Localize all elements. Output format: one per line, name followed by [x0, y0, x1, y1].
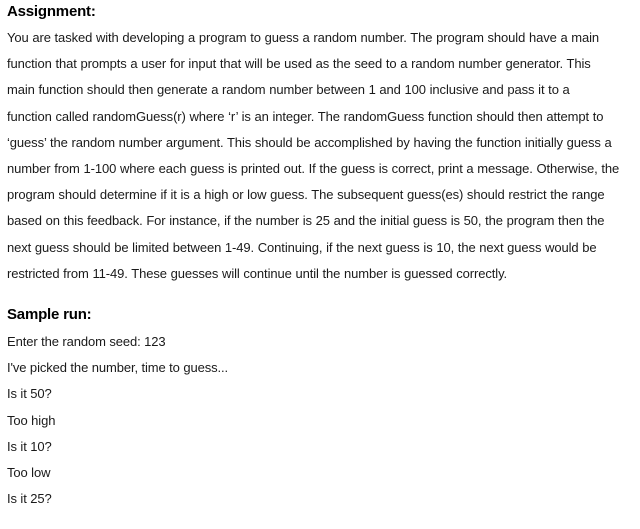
paragraph-line: ‘guess’ the random number argument. This should be accomplished by having the function initially guess a: [7, 134, 612, 150]
sample-run-line: Enter the random seed: 123: [7, 334, 166, 350]
paragraph-line: function that prompts a user for input that will be used as the seed to a random number generator. This: [7, 56, 591, 72]
sample-run-line: Too low: [7, 465, 51, 481]
paragraph-line: based on this feedback. For instance, if the number is 25 and the initial guess is 50, the program then the: [7, 213, 605, 229]
paragraph-line: program should determine if it is a high or low guess. The subsequent guess(es) should restrict the range: [7, 187, 605, 203]
paragraph-line: next guess should be limited between 1-49. Continuing, if the next guess is 10, the next guess would be: [7, 239, 597, 255]
sample-run-line: Too high: [7, 412, 56, 428]
paragraph-line: You are tasked with developing a program to guess a random number. The program should have a main: [7, 30, 600, 45]
assignment-paragraph: [7, 25, 637, 287]
paragraph-line: function called randomGuess(r) where ‘r’ is an integer. The randomGuess function should then attempt to: [7, 108, 604, 124]
sample-run-line: Is it 25?: [7, 491, 52, 507]
paragraph-line: restricted from 11-49. These guesses will continue until the number is guessed correctly.: [7, 265, 508, 281]
assignment-heading: Assignment:: [7, 3, 96, 20]
sample-run-line: Is it 10?: [7, 438, 52, 454]
sample-run-output: [7, 329, 637, 512]
sample-run-line: Is it 50?: [7, 386, 52, 402]
paragraph-line: number from 1-100 where each guess is printed out. If the guess is correct, print a message. Otherwise, the: [7, 161, 620, 177]
paragraph-line: main function should then generate a random number between 1 and 100 inclusive and pass it to a: [7, 82, 570, 98]
sample-run-heading: Sample run:: [7, 306, 92, 324]
sample-run-line: I've picked the number, time to guess...: [7, 360, 229, 376]
document-page: [7, 0, 637, 512]
